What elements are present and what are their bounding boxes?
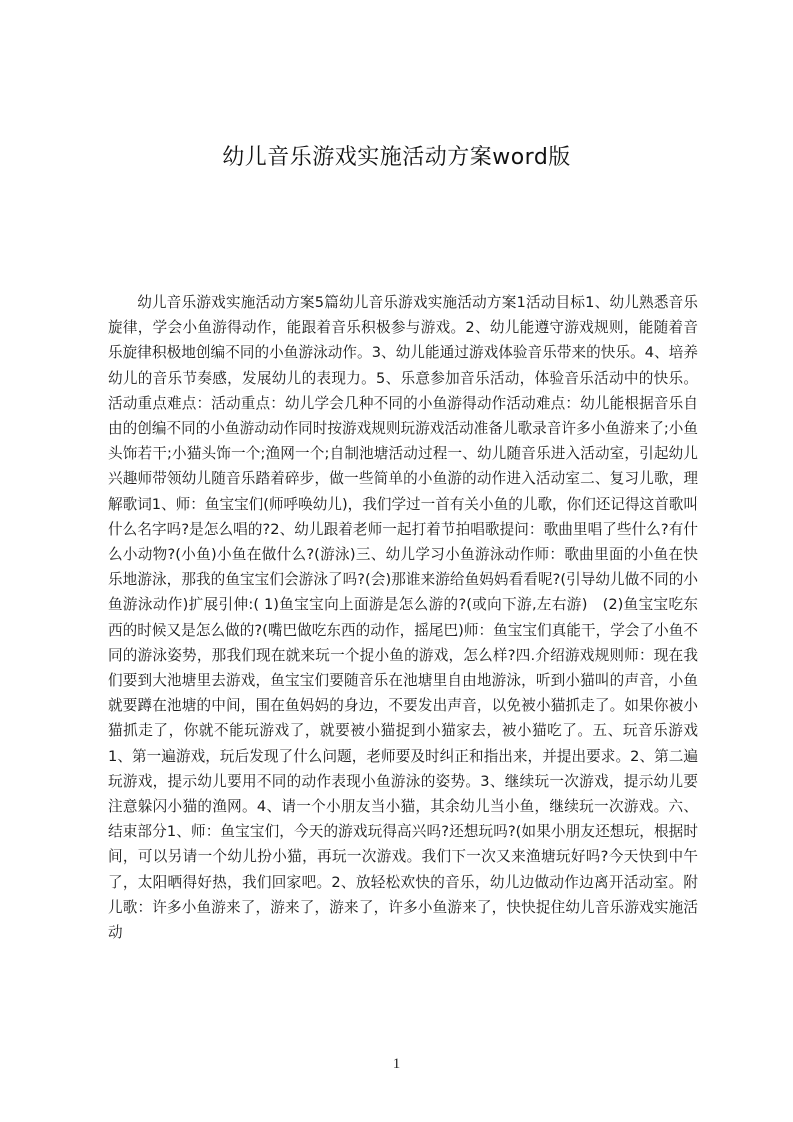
- page-number: 1: [392, 1056, 401, 1072]
- document-body-paragraph: 幼儿音乐游戏实施活动方案5篇幼儿音乐游戏实施活动方案1活动目标1、幼儿熟悉音乐旋律，学会小鱼游得动作，能跟着音乐积极参与游戏。2、幼儿能遵守游戏规则，能随着音乐旋律积极地创编不同的小鱼游泳动作。3、幼儿能通过游戏体验音乐带来的快乐。4、培养幼儿的音乐节奏感，发展幼儿的表现力。5、乐意参加音乐活动，体验音乐活动中的快乐。活动重点难点：活动重点：幼儿学会几种不同的小鱼游得动作活动难点：幼儿能根据音乐自由的创编不同的小鱼游动动作同时按游戏规则玩游戏活动准备儿歌录音许多小鱼游来了;小鱼头饰若干;小猫头饰一个;渔网一个;自制池塘活动过程一、幼儿随音乐进入活动室，引起幼儿兴趣师带领幼儿随音乐踏着碎步，做一些简单的小鱼游的动作进入活动室二、复习儿歌，理解歌词1、师：鱼宝宝们(师呼唤幼儿)，我们学过一首有关小鱼的儿歌，你们还记得这首歌叫什么名字吗?是怎么唱的?2、幼儿跟着老师一起打着节拍唱歌提问：歌曲里唱了些什么?有什么小动物?(小鱼)小鱼在做什么?(游泳)三、幼儿学习小鱼游泳动作师：歌曲里面的小鱼在快乐地游泳，那我的鱼宝宝们会游泳了吗?(会)那谁来游给鱼妈妈看看呢?(引导幼儿做不同的小鱼游泳动作)扩展引伸:( 1)鱼宝宝向上面游是怎么游的?(或向下游,左右游) (2)鱼宝宝吃东西的时候又是怎么做的?(嘴巴做吃东西的动作，摇尾巴)师：鱼宝宝们真能干，学会了小鱼不同的游泳姿势，那我们现在就来玩一个捉小鱼的游戏，怎么样?四.介绍游戏规则师：现在我们要到大池塘里去游戏，鱼宝宝们要随音乐在池塘里自由地游泳，听到小猫叫的声音，小鱼就要蹲在池塘的中间，围在鱼妈妈的身边，不要发出声音，以免被小猫抓走了。如果你被小猫抓走了，你就不能玩游戏了，就要被小猫捉到小猫家去，被小猫吃了。五、玩音乐游戏1、第一遍游戏，玩后发现了什么问题，老师要及时纠正和指出来，并提出要求。2、第二遍玩游戏，提示幼儿要用不同的动作表现小鱼游泳的姿势。3、继续玩一次游戏，提示幼儿要注意躲闪小猫的渔网。4、请一个小朋友当小猫，其余幼儿当小鱼，继续玩一次游戏。六、结束部分1、师：鱼宝宝们，今天的游戏玩得高兴吗?还想玩吗?(如果小朋友还想玩，根据时间，可以另请一个幼儿扮小猫，再玩一次游戏。我们下一次又来渔塘玩好吗?今天快到中午了，太阳晒得好热，我们回家吧。2、放轻松欢快的音乐，幼儿边做动作边离开活动室。附儿歌：许多小鱼游来了，游来了，游来了，许多小鱼游来了，快快捉住幼儿音乐游戏实施活动: [108, 294, 698, 942]
- document-title: 幼儿音乐游戏实施活动方案word版: [222, 145, 571, 170]
